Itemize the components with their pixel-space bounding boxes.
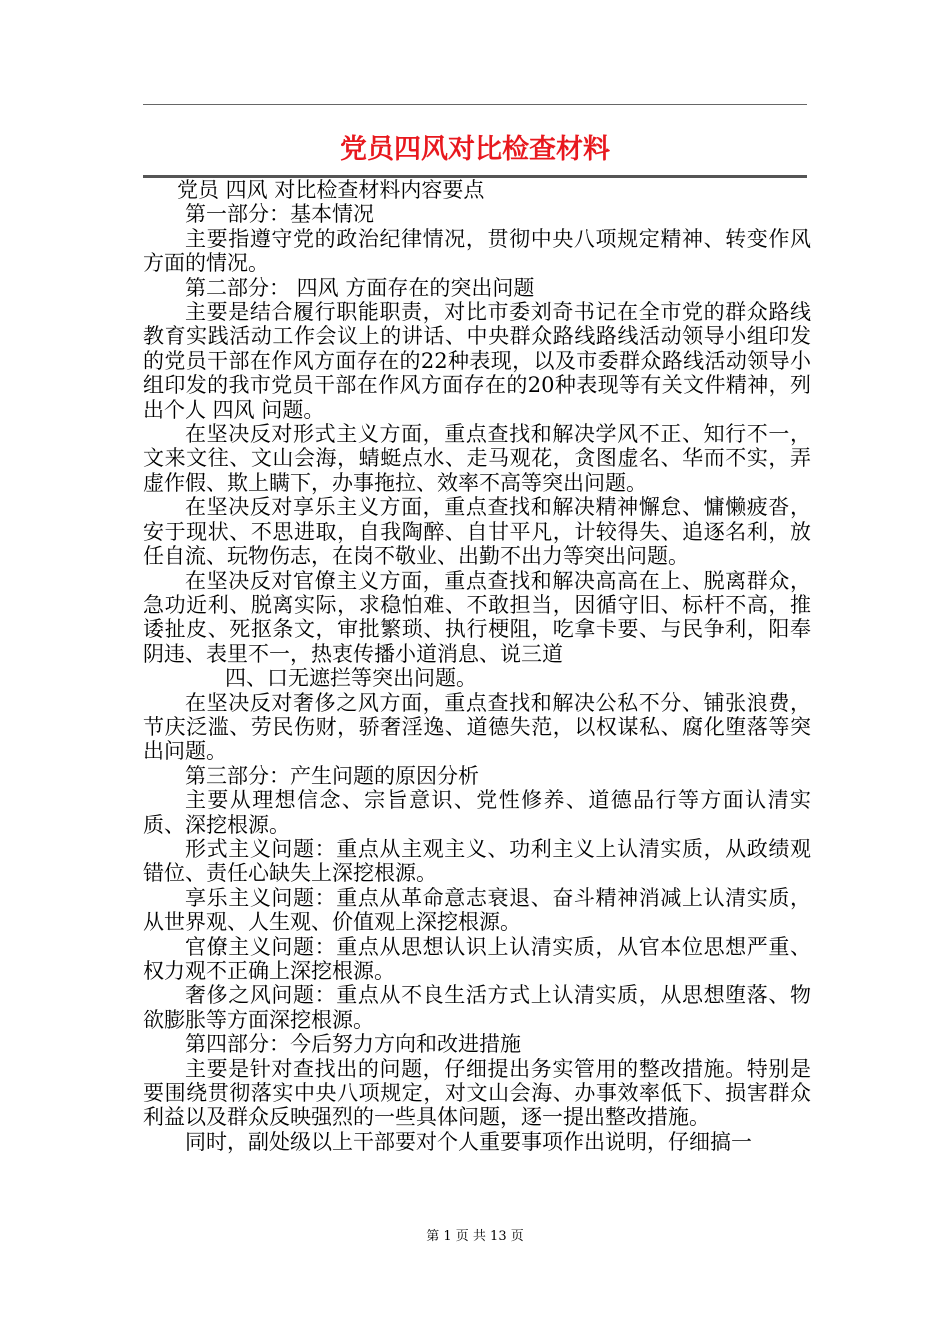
document-title: 党员四风对比检查材料 (340, 134, 610, 165)
paragraph: 享乐主义问题：重点从革命意志衰退、奋斗精神消减上认清实质，从世界观、人生观、价值观上深挖根源。 (143, 885, 811, 935)
document-body (143, 178, 811, 1154)
paragraph-part-four-heading: 第四部分：今后努力方向和改进措施 (185, 1032, 521, 1057)
paragraph: 在坚决反对形式主义方面，重点查找和解决学风不正、知行不一，文来文往、文山会海，蜻蜓点水、走马观花，贪图虚名、华而不实，弄虚作假、欺上瞒下，办事拖拉、效率不高等突出问题。 (143, 422, 811, 495)
paragraph: 在坚决反对奢侈之风方面，重点查找和解决公私不分、铺张浪费，节庆泛滥、劳民伤财，骄奢淫逸、道德失范，以权谋私、腐化堕落等突出问题。 (143, 690, 811, 764)
paragraph: 形式主义问题：重点从主观主义、功利主义上认清实质，从政绩观错位、责任心缺失上深挖根源。 (143, 836, 811, 886)
paragraph-part-three-heading: 第三部分：产生问题的原因分析 (185, 763, 479, 788)
paragraph: 主要是结合履行职能职责，对比市委刘奇书记在全市党的群众路线教育实践活动工作会议上的讲话、中央群众路线路线活动领导小组印发的党员干部在作风方面存在的22种表现，以及市委群众路线活动领导小组印发的我市党员干部在作风方面存在的20种表现等有关文件精神，列出个人 四风 问题。 (143, 300, 811, 422)
paragraph: 四、口无遮拦等突出问题。 (225, 666, 477, 691)
paragraph: 在坚决反对官僚主义方面，重点查找和解决高高在上、脱离群众，急功近利、脱离实际，求稳怕难、不敢担当，因循守旧、标杆不高，推诿扯皮、死抠条文，审批繁琐、执行梗阻，吃拿卡要、与民争利，阳奉阴违、表里不一，热衷传播小道消息、说三道 (143, 568, 811, 666)
header-rule (143, 104, 807, 105)
paragraph: 同时，副处级以上干部要对个人重要事项作出说明，仔细搞一 (185, 1129, 752, 1154)
page-number-footer: 第 1 页 共 13 页 (426, 1229, 524, 1244)
paragraph: 主要指遵守党的政治纪律情况，贯彻中央八项规定精神、转变作风方面的情况。 (143, 226, 811, 276)
paragraph-part-one-heading: 第一部分：基本情况 (185, 202, 374, 227)
paragraph-heading-summary: 党员 四风 对比检查材料内容要点 (177, 178, 485, 202)
paragraph: 主要从理想信念、宗旨意识、党性修养、道德品行等方面认清实质、深挖根源。 (143, 788, 811, 837)
paragraph-part-two-heading: 第二部分： 四风 方面存在的突出问题 (185, 275, 535, 300)
paragraph: 在坚决反对享乐主义方面，重点查找和解决精神懈怠、慵懒疲沓，安于现状、不思进取，自我陶醉、自甘平凡，计较得失、追逐名利，放任自流、玩物伤志，在岗不敬业、出勤不出力等突出问题。 (143, 495, 811, 569)
paragraph: 主要是针对查找出的问题，仔细提出务实管用的整改措施。特别是要围绕贯彻落实中央八项规定，对文山会海、办事效率低下、损害群众利益以及群众反映强烈的一些具体问题，逐一提出整改措施。 (143, 1056, 811, 1130)
paragraph: 官僚主义问题：重点从思想认识上认清实质，从官本位思想严重、权力观不正确上深挖根源。 (143, 934, 811, 983)
paragraph: 奢侈之风问题：重点从不良生活方式上认清实质，从思想堕落、物欲膨胀等方面深挖根源。 (143, 983, 811, 1032)
